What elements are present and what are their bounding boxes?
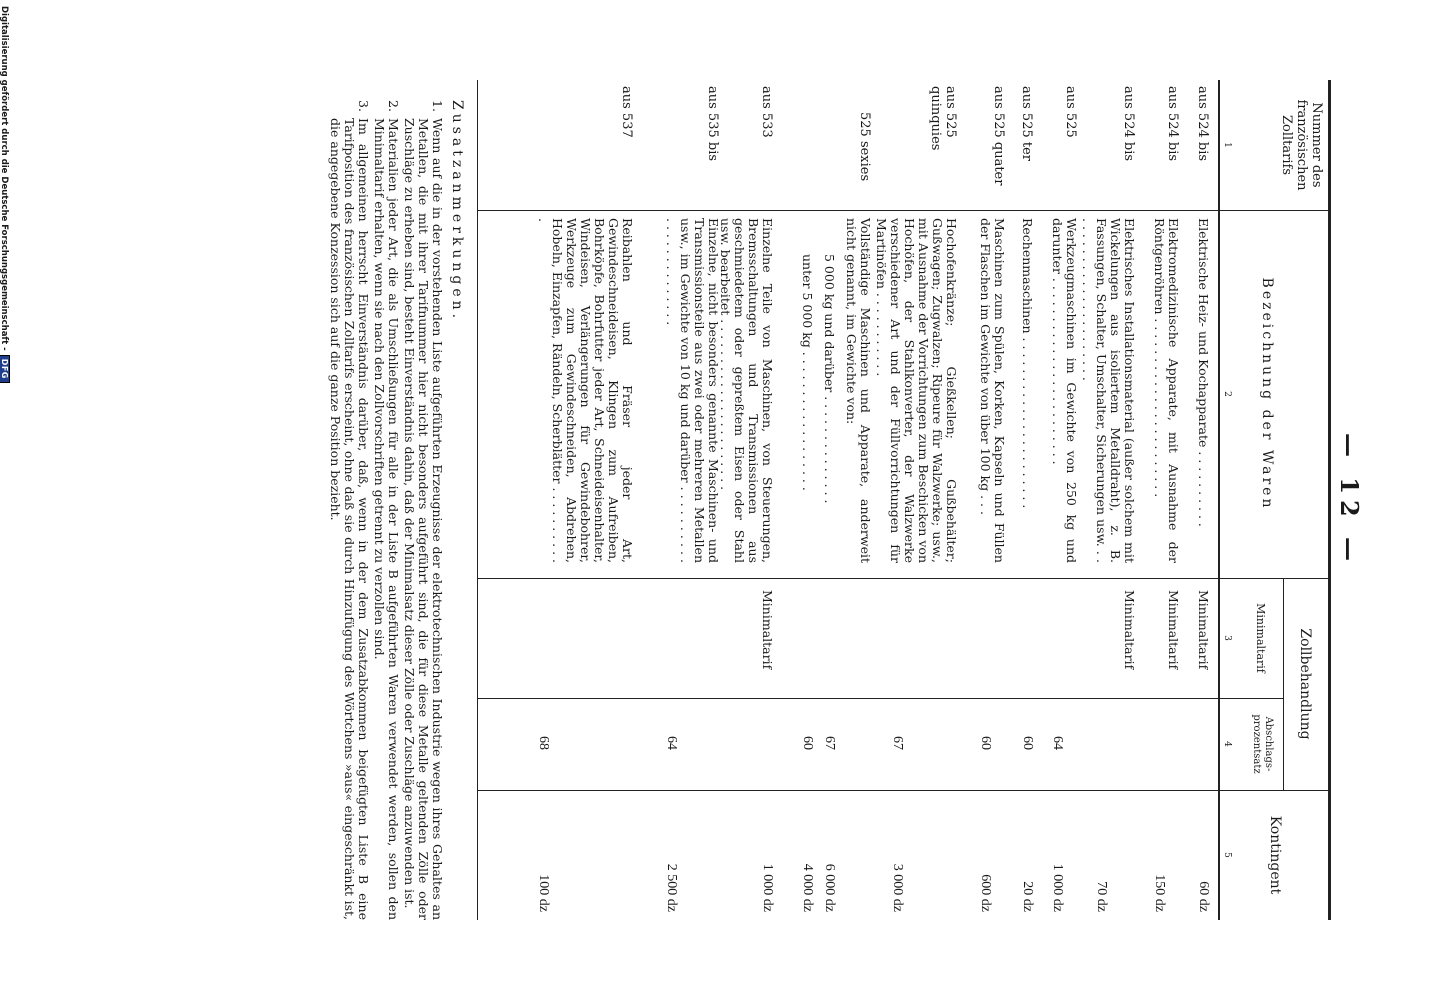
row-kont: 100 dz	[536, 874, 551, 912]
row-nr: aus 533	[759, 86, 774, 138]
row-nr: aus 524 bis	[1165, 86, 1180, 162]
row-kont: 70 dz	[1094, 881, 1109, 912]
row-desc: Hochofenkränze; Gießkellen; Gußbehälter; Gußwagen; Zugwalzen; Ripeure für Walzwerke; usw., mit Ausnahme der Vorrichtungen zum Beschicken von Hochöfen, der Stahlkonverter, der Walzwerke verschiedener Art und der Füllvorrichtungen für Martinöfen . . . . . . . . . . .	[874, 218, 959, 563]
credit-text: Digitalisierung gefördert durch die Deutsche Forschungsgemeinschaft -	[0, 6, 10, 351]
notes-title: Zusatzanmerkungen.	[449, 100, 465, 323]
row-nr: aus 525 ter	[1019, 86, 1034, 162]
row-tarif: Minimaltarif	[1166, 590, 1181, 670]
col-number-1: 1	[1222, 142, 1232, 148]
row-kont: 6 000 dz	[822, 863, 837, 912]
row-pct: 67	[890, 736, 905, 750]
note-text: Materialien jeder Art, die als Umschließungen für alle in der Liste B aufgeführten Waren verwendet werden, sollen den Minimaltarif erhalten, wenn sie nach den Zollvorschriften getrennt zu verzollen sind.	[372, 118, 401, 920]
col-number-3: 3	[1222, 635, 1232, 641]
row-nr: aus 524 bis	[1195, 86, 1210, 162]
note-item	[402, 100, 444, 920]
row-kont: 150 dz	[1152, 874, 1167, 912]
digitization-credit	[0, 0, 10, 1006]
row-pct: 68	[536, 736, 551, 750]
row-nr: aus 525 quinquies	[928, 86, 958, 151]
col-divider-2	[477, 578, 1331, 579]
row-desc: Vollständige Maschinen und Apparate, anderweit nicht genannt, im Gewichte von:	[844, 218, 873, 563]
row-kont: 600 dz	[978, 874, 993, 912]
note-text: Im allgemeinen herrscht Einverständnis darüber, daß, wenn in der dem Zusatzabkommen beigefügten Liste B eine Tarifposition des französischen Zolltarifs erscheint, ohne daß sie durch Hinzufügung des Wörtchens »aus« eingeschränkt ist, die angegebene Konzession sich auf die ganze Position bezieht.	[328, 118, 371, 920]
row-pct: 60	[800, 736, 815, 750]
table-top-rule	[1328, 80, 1331, 920]
header-col1: Nummer des französischen Zolltarifs	[1279, 99, 1324, 191]
row-pct: 64	[664, 736, 679, 750]
col-divider-4	[477, 790, 1331, 791]
row-kont: 1 000 dz	[760, 863, 775, 912]
row-kont: 2 500 dz	[664, 863, 679, 912]
row-kont: 60 dz	[1196, 881, 1211, 912]
row-desc: Elektrische Heiz- und Kochapparate . . . . . . . . . .	[1196, 218, 1211, 527]
row-desc: Elektrisches Installationsmaterial (außer solchem mit Wickelungen aus isoliertem Metalldraht), z. B. Fassungen, Schalter, Umschalter, Sicherungen usw. . . . . . . . . . . . . . . . . . . . . . . .	[1080, 218, 1137, 563]
header-zollbehandlung: Zollbehandlung	[1297, 628, 1313, 740]
header-col3: Minimaltarif	[1254, 603, 1267, 673]
note-item	[328, 100, 370, 920]
dfg-logo: DFG	[0, 355, 10, 383]
row-kont: 3 000 dz	[890, 863, 905, 912]
row-tarif: Minimaltarif	[1122, 590, 1137, 670]
row-pct: 60	[1020, 736, 1035, 750]
row-desc: Werkzeugmaschinen im Gewichte von 250 kg und darunter . . . . . . . . . . . . . . . . . . . . . . . .	[1050, 218, 1079, 563]
note-number: 3.	[356, 100, 371, 112]
header-col2: Bezeichnung der Waren	[1259, 277, 1275, 511]
row-nr: aus 525 quater	[991, 86, 1006, 186]
note-item	[372, 100, 400, 920]
row-tarif: Minimaltarif	[760, 590, 775, 670]
row-desc: Einzelne Teile von Maschinen, von Steuerungen, Bremsschaltungen und Transmissionen aus geschmiedetem oder gepreßtem Eisen oder Stahl usw. bearbeitet . . . . . . . . . . . . . . . . . . . . . .	[718, 218, 775, 563]
row-desc: 5 000 kg und darüber . . . . . . . . . . . . . .	[822, 254, 837, 504]
col-number-5: 5	[1222, 852, 1232, 858]
row-desc: Reibahlen und Fräser jeder Art, Gewindeschneideisen, Klingen zum Aufreiben, Bohrköpfe, Bohrfutter jeder Art, Schneideisenhalter, Windeisen, Verlängerungen für Gewindebohrer, Werkzeuge zum Gewindeschneiden, Abdrehen, Hobeln, Einzapfen, Rändeln, Scherblätter . . . . . . . . . . .	[536, 218, 635, 563]
row-kont: 20 dz	[1020, 881, 1035, 912]
note-number: 2.	[386, 100, 401, 112]
row-nr: aus 537	[619, 86, 634, 138]
row-desc: Maschinen zum Spülen, Korken, Kapseln und Füllen der Flaschen im Gewichte von über 100 kg . . .	[978, 218, 1007, 563]
row-nr: aus 535 bis	[705, 86, 720, 162]
row-pct: 64	[1050, 736, 1065, 750]
row-kont: 4 000 dz	[800, 863, 815, 912]
col-divider-3	[478, 698, 1284, 699]
row-desc: unter 5 000 kg . . . . . . . . . . . . . . . . . .	[800, 254, 815, 491]
header-col5: Kontingent	[1267, 815, 1283, 895]
row-nr: aus 524 bis	[1121, 86, 1136, 162]
header-col4: Abschlags-prozentsatz	[1251, 714, 1274, 774]
col-number-2: 2	[1222, 391, 1232, 397]
row-desc: Rechenmaschinen . . . . . . . . . . . . . . . . . . . . . .	[1020, 218, 1035, 509]
row-pct: 60	[978, 736, 993, 750]
header-bottom-rule	[1218, 80, 1220, 920]
zollbehandlung-rule	[1283, 578, 1284, 790]
row-tarif: Minimaltarif	[1196, 590, 1211, 670]
col-divider-1	[477, 210, 1331, 211]
col-number-4: 4	[1222, 741, 1232, 747]
row-nr: 525 sexies	[857, 112, 872, 182]
row-nr: aus 525	[1063, 86, 1078, 138]
row-kont: 1 000 dz	[1050, 863, 1065, 912]
page-number: — 12 —	[1335, 432, 1364, 568]
row-pct: 67	[822, 736, 837, 750]
note-text: Wenn auf die in der vorstehenden Liste aufgeführten Erzeugnisse der elektrotechnischen Industrie wegen ihres Gehaltes an Metallen, die mit ihrer Tarifnummer hier nicht besonders aufgeführt sind, die für diese Metalle geltenden Zölle oder Zuschläge zu erheben sind, besteht Einverständnis dahin, daß der Minimalsatz dieser Zölle oder Zuschläge anzuwenden ist.	[402, 118, 445, 920]
table-bottom-rule	[477, 80, 478, 920]
row-desc: Einzelne, nicht besonders genannte Maschinen- und Transmissionsteile aus zwei oder mehreren Metallen usw., im Gewichte von 10 kg und darüber . . . . . . . . . . . . . . . . . . . . . . . .	[664, 218, 721, 563]
row-desc: Elektromedizinische Apparate, mit Ausnahme der Röntgenröhren . . . . . . . . . . . . . . . . . . . . . . .	[1152, 218, 1181, 563]
note-number: 1.	[430, 100, 445, 112]
supplementary-notes	[326, 100, 464, 920]
